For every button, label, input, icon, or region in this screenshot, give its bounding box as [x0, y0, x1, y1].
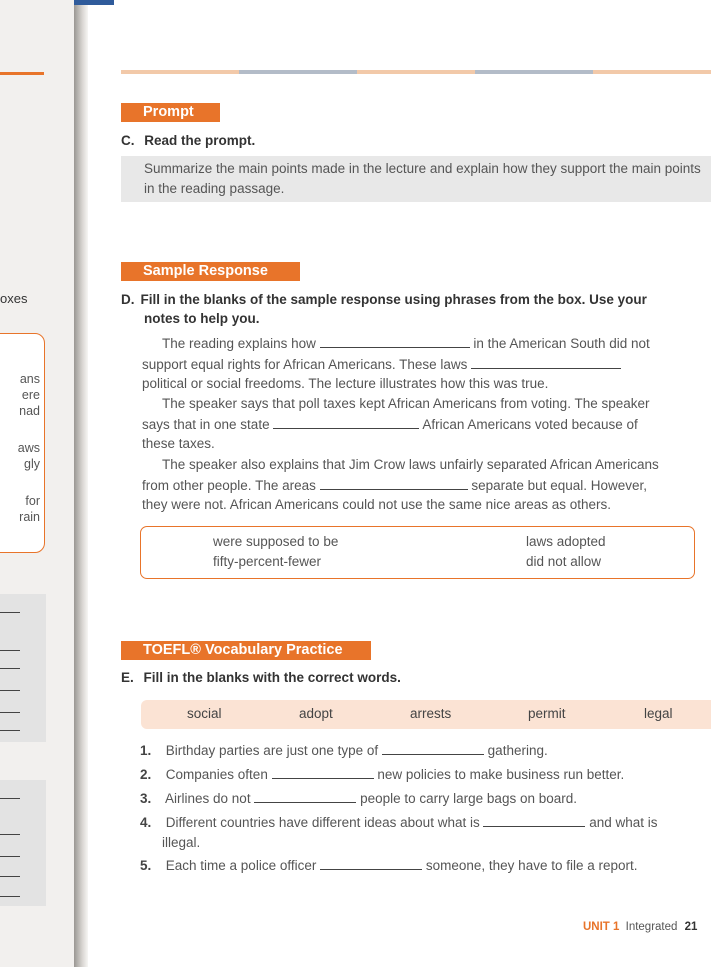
left-page-line	[0, 612, 20, 613]
exercise-item-1	[140, 739, 711, 762]
item-text: someone, they have to file a report.	[425, 858, 638, 873]
prompt-instruction	[121, 131, 255, 150]
left-page-word: for	[25, 494, 40, 508]
left-page-line	[0, 712, 20, 713]
left-page-line	[0, 730, 20, 731]
item-number: 4.	[140, 815, 152, 830]
response-text: support equal rights for African Americans. These laws	[142, 356, 468, 372]
left-page-word: aws	[17, 441, 40, 455]
page-number: 21	[684, 921, 698, 933]
word-bank-word: arrests	[410, 706, 452, 721]
response-text: political or social freedoms. The lecture illustrates how this was true.	[142, 376, 549, 391]
left-page-line	[0, 876, 20, 877]
sample-response-tag: Sample Response	[121, 262, 300, 281]
word-bank-word: legal	[644, 706, 673, 721]
phrase-option: did not allow	[526, 554, 602, 569]
item-text: Companies often	[165, 767, 268, 782]
response-text: these taxes.	[142, 436, 215, 451]
item-blank[interactable]	[483, 812, 585, 827]
prompt-tag: Prompt	[121, 103, 220, 122]
instruction-line: notes to help you.	[144, 311, 260, 326]
item-text: Birthday parties are just one type of	[165, 743, 379, 758]
exercise-item-3	[140, 787, 711, 810]
footer-unit: UNIT 1	[583, 921, 620, 933]
item-number: 3.	[140, 791, 152, 806]
response-text: in the American South did not	[473, 336, 650, 351]
left-page-line	[0, 668, 20, 669]
vocabulary-instruction	[121, 668, 401, 687]
item-text: illegal.	[162, 835, 201, 850]
vocabulary-tag: TOEFL® Vocabulary Practice	[121, 641, 371, 660]
left-page-word: ere	[21, 388, 40, 402]
blank-1[interactable]	[320, 333, 470, 348]
response-text: The speaker also explains that Jim Crow laws unfairly separated African Americans	[162, 457, 659, 472]
sample-response-instruction	[121, 290, 711, 328]
prompt-text: Summarize the main points made in the lecture and explain how they support the main points in the reading passage.	[144, 161, 701, 196]
response-text: The reading explains how	[162, 336, 316, 351]
left-page-word: ans	[19, 372, 40, 386]
word-bank-word: adopt	[299, 706, 333, 721]
left-page-word: gly	[24, 457, 40, 471]
phrase-option: laws adopted	[526, 534, 606, 549]
book-gutter	[74, 0, 88, 967]
item-text: and what is	[589, 815, 658, 830]
left-page-heading-fragment: oxes	[0, 291, 28, 306]
response-text: African Americans voted because of	[422, 416, 638, 432]
exercise-item-4	[140, 811, 711, 854]
vocabulary-instruction-text: Fill in the blanks with the correct words.	[143, 670, 401, 685]
sample-response-paragraph-1	[142, 333, 691, 394]
page-footer	[583, 921, 697, 933]
item-blank[interactable]	[272, 764, 374, 779]
item-text: Different countries have different ideas about what is	[165, 815, 480, 830]
sample-response-paragraph-2	[142, 394, 691, 454]
instruction-line: Fill in the blanks of the sample response using phrases from the box. Use your	[140, 292, 647, 307]
word-bank-word: social	[187, 706, 222, 721]
item-text: new policies to make business run better.	[377, 767, 625, 782]
left-page-edge	[0, 0, 74, 967]
phrase-option: were supposed to be	[213, 534, 339, 549]
footer-section: Integrated	[625, 921, 678, 933]
word-bank	[141, 700, 711, 729]
left-page-line	[0, 798, 20, 799]
prompt-box	[121, 156, 711, 202]
word-bank-word: permit	[528, 706, 566, 721]
left-page-word: rain	[19, 510, 40, 524]
left-page-line	[0, 650, 20, 651]
blank-3[interactable]	[273, 414, 419, 429]
blank-2[interactable]	[471, 354, 621, 369]
item-text: Each time a police officer	[165, 858, 317, 873]
item-text: people to carry large bags on board.	[360, 791, 577, 806]
top-edge-accent	[74, 0, 114, 5]
section-letter-d: D.	[121, 292, 135, 307]
item-number: 5.	[140, 858, 152, 873]
left-page-line	[0, 856, 20, 857]
item-blank[interactable]	[382, 740, 484, 755]
response-text: says that in one state	[142, 416, 270, 432]
left-page-line	[0, 896, 20, 897]
section-letter-e: E.	[121, 670, 134, 685]
left-page-rule	[0, 72, 44, 75]
left-page-line	[0, 834, 20, 835]
exercise-item-2	[140, 763, 711, 786]
phrase-option: fifty-percent-fewer	[213, 554, 322, 569]
section-letter-c: C.	[121, 133, 135, 148]
page-top-rule	[121, 70, 711, 74]
item-number: 2.	[140, 767, 152, 782]
blank-4[interactable]	[320, 475, 468, 490]
phrase-box	[140, 526, 695, 579]
item-text: Airlines do not	[165, 791, 251, 806]
response-text: The speaker says that poll taxes kept African Americans from voting. The speaker	[162, 396, 650, 411]
response-text: from other people. The areas	[142, 477, 316, 493]
prompt-instruction-text: Read the prompt.	[144, 133, 256, 148]
sample-response-paragraph-3	[142, 455, 691, 515]
response-text: they were not. African Americans could not use the same nice areas as others.	[142, 497, 611, 512]
response-text: separate but equal. However,	[471, 477, 648, 493]
left-page-line	[0, 690, 20, 691]
exercise-item-5	[140, 854, 711, 877]
item-text: gathering.	[487, 743, 548, 758]
item-blank[interactable]	[254, 788, 356, 803]
left-page-word: nad	[19, 404, 40, 418]
item-blank[interactable]	[320, 855, 422, 870]
item-number: 1.	[140, 743, 152, 758]
